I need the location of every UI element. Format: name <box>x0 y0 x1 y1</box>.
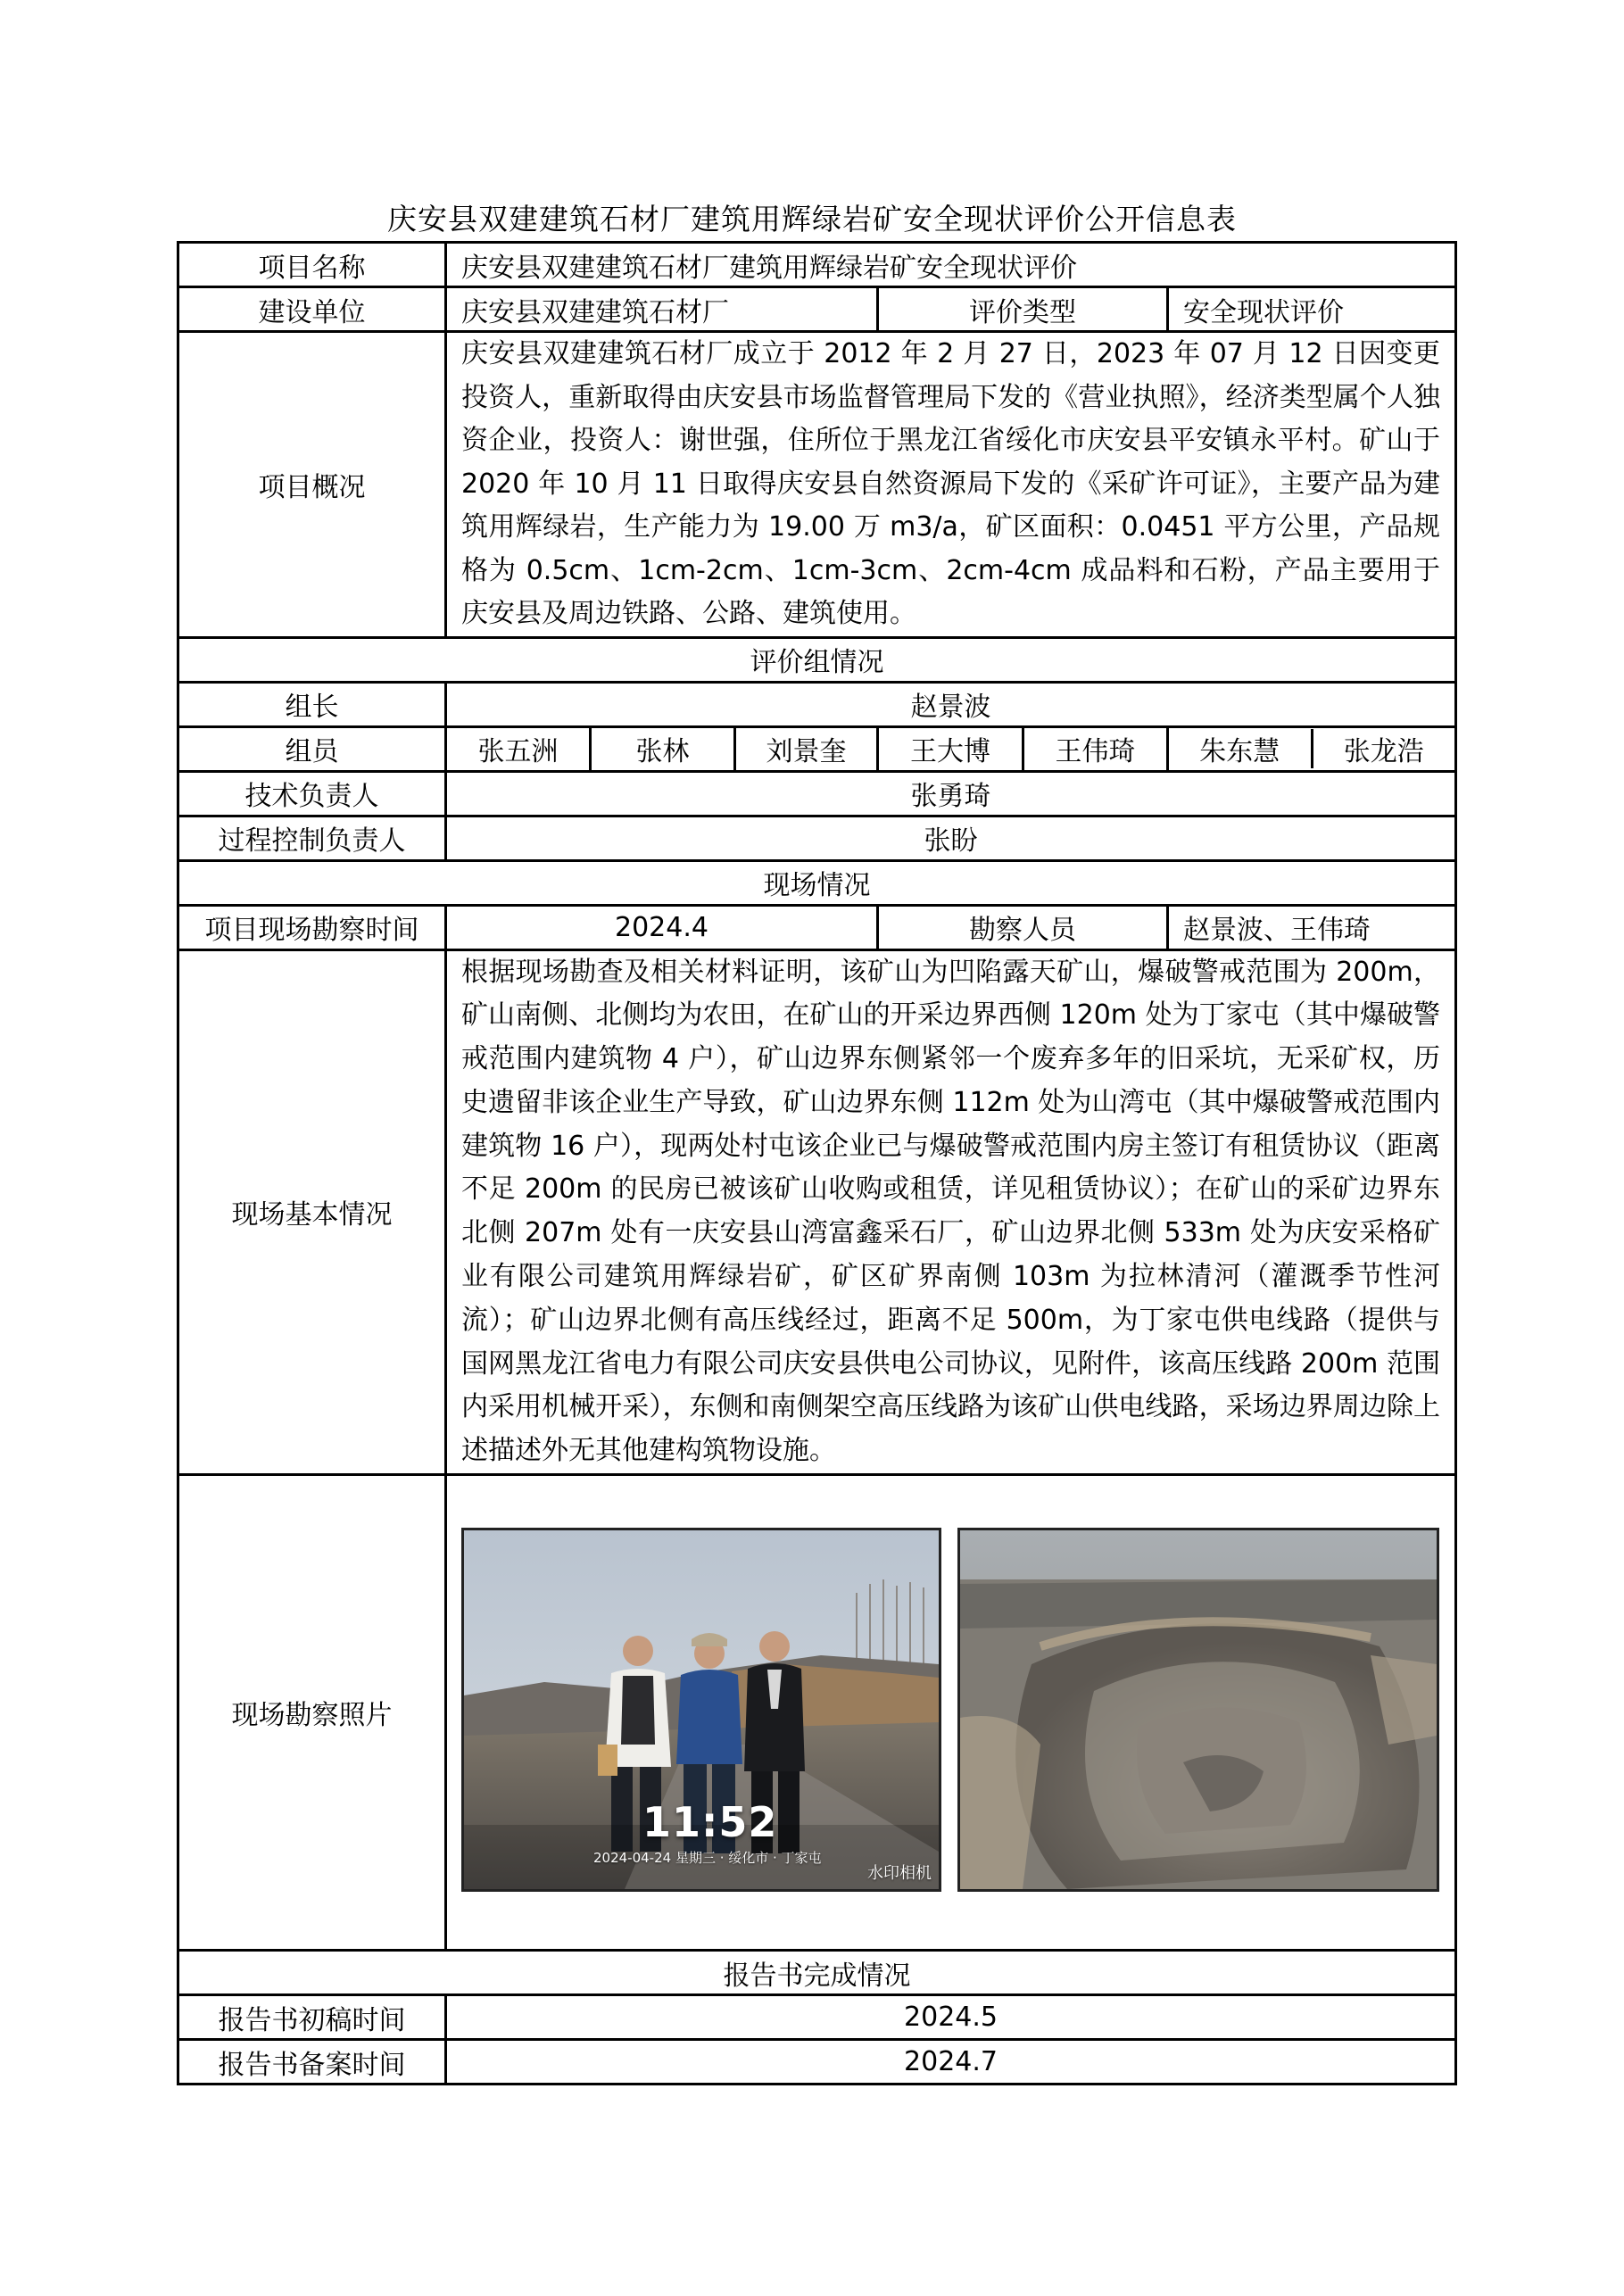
surveyors-value: 赵景波、王伟琦 <box>1168 905 1456 949</box>
row-filing <box>178 2040 1456 2085</box>
row-report-section <box>178 1951 1456 1995</box>
surveyors-label: 勘察人员 <box>878 905 1168 949</box>
draft-label: 报告书初稿时间 <box>178 1995 446 2040</box>
tech-label: 技术负责人 <box>178 771 446 816</box>
unit-label: 建设单位 <box>178 287 446 332</box>
row-members <box>178 726 1456 771</box>
site-basic-text: 根据现场勘查及相关材料证明，该矿山为凹陷露天矿山，爆破警戒范围为 200m，矿山南侧、北侧均为农田，在矿山的开采边界西侧 120m 处为丁家屯（其中爆破警戒范围内建筑物 4 户），矿山边界东侧紧邻一个废弃多年的旧采坑，无采矿权，历史遗留非该企业生产导致，矿山边界东侧 112m 处为山湾屯（其中爆破警戒范围内建筑物 16 户），现两处村屯该企业已与爆破警戒范围内房主签订有租赁协议（距离不足 200m 的民房已被该矿山收购或租赁，详见租赁协议）；在矿山的采矿边界东北侧 207m 处有一庆安县山湾富鑫采石厂，矿山边界北侧 533m 处为庆安采格矿业有限公司建筑用辉绿岩矿，矿区矿界南侧 103m 为拉林清河（灌溉季节性河流）；矿山边界北侧有高压线经过，距离不足 500m，为丁家屯供电线路（提供与国网黑龙江省电力有限公司庆安县供电公司协议，见附件，该高压线路 200m 范围内采用机械开采），东侧和南侧架空高压线路为该矿山供电线路，采场边界周边除上述描述外无其他建构筑物设施。 <box>446 949 1456 1475</box>
row-site-section <box>178 860 1456 905</box>
row-draft <box>178 1995 1456 2040</box>
leader-value: 赵景波 <box>446 682 1456 726</box>
row-tech <box>178 771 1456 816</box>
row-project-name <box>178 243 1456 287</box>
site-photo-aerial <box>957 1528 1439 1892</box>
row-team-section <box>178 637 1456 682</box>
filing-value: 2024.7 <box>446 2040 1456 2085</box>
process-label: 过程控制负责人 <box>178 816 446 860</box>
photo-watermark-app: 水印相机 <box>867 1864 932 1884</box>
filing-label: 报告书备案时间 <box>178 2040 446 2085</box>
members-label: 组员 <box>178 726 446 771</box>
row-unit <box>178 287 1456 332</box>
team-section-title: 评价组情况 <box>178 637 1456 682</box>
project-name-label: 项目名称 <box>178 243 446 287</box>
member-cell: 刘景奎 <box>735 726 878 771</box>
member-cell: 王大博 <box>878 726 1023 771</box>
leader-label: 组长 <box>178 682 446 726</box>
unit-value: 庆安县双建建筑石材厂 <box>446 287 878 332</box>
eval-type-label: 评价类型 <box>878 287 1168 332</box>
row-site-basic <box>178 949 1456 1475</box>
document-title: 庆安县双建建筑石材厂建筑用辉绿岩矿安全现状评价公开信息表 <box>387 202 1237 236</box>
info-table <box>177 241 1457 2085</box>
member-cell: 朱东慧 <box>1169 729 1312 768</box>
photos-label: 现场勘察照片 <box>178 1475 446 1951</box>
report-section-title: 报告书完成情况 <box>178 1951 1456 1995</box>
survey-time-label: 项目现场勘察时间 <box>178 905 446 949</box>
row-survey <box>178 905 1456 949</box>
site-photo-aerial-image <box>960 1530 1437 1889</box>
photo-watermark-time: 11:52 <box>642 1798 778 1847</box>
photos-cell <box>446 1475 1456 1951</box>
tech-value: 张勇琦 <box>446 771 1456 816</box>
site-photo-people <box>461 1528 941 1892</box>
site-section-title: 现场情况 <box>178 860 1456 905</box>
draft-value: 2024.5 <box>446 1995 1456 2040</box>
row-leader <box>178 682 1456 726</box>
overview-text: 庆安县双建建筑石材厂成立于 2012 年 2 月 27 日，2023 年 07 月 12 日因变更投资人，重新取得由庆安县市场监督管理局下发的《营业执照》，经济类型属个人独资企业，投资人：谢世强，住所位于黑龙江省绥化市庆安县平安镇永平村。矿山于 2020 年 10 月 11 日取得庆安县自然资源局下发的《采矿许可证》，主要产品为建筑用辉绿岩，生产能力为 19.00 万 m3/a，矿区面积：0.0451 平方公里，产品规格为 0.5cm、1cm-2cm、1cm-3cm、2cm-4cm 成品料和石粉，产品主要用于庆安县及周边铁路、公路、建筑使用。 <box>446 332 1456 638</box>
row-photos <box>178 1475 1456 1951</box>
site-basic-label: 现场基本情况 <box>178 949 446 1475</box>
project-name-value: 庆安县双建建筑石材厂建筑用辉绿岩矿安全现状评价 <box>446 243 1456 287</box>
overview-label: 项目概况 <box>178 332 446 638</box>
process-value: 张盼 <box>446 816 1456 860</box>
member-cell: 张五洲 <box>446 726 591 771</box>
row-process <box>178 816 1456 860</box>
member-split-cell <box>1168 726 1456 771</box>
photo-watermark-meta: 2024-04-24 星期三 · 绥化市 · 丁家屯 <box>593 1850 822 1867</box>
row-overview <box>178 332 1456 638</box>
member-cell: 张林 <box>591 726 735 771</box>
eval-type-value: 安全现状评价 <box>1168 287 1456 332</box>
member-cell: 张龙浩 <box>1343 736 1424 767</box>
member-cell: 王伟琦 <box>1023 726 1168 771</box>
survey-time-value: 2024.4 <box>446 905 878 949</box>
